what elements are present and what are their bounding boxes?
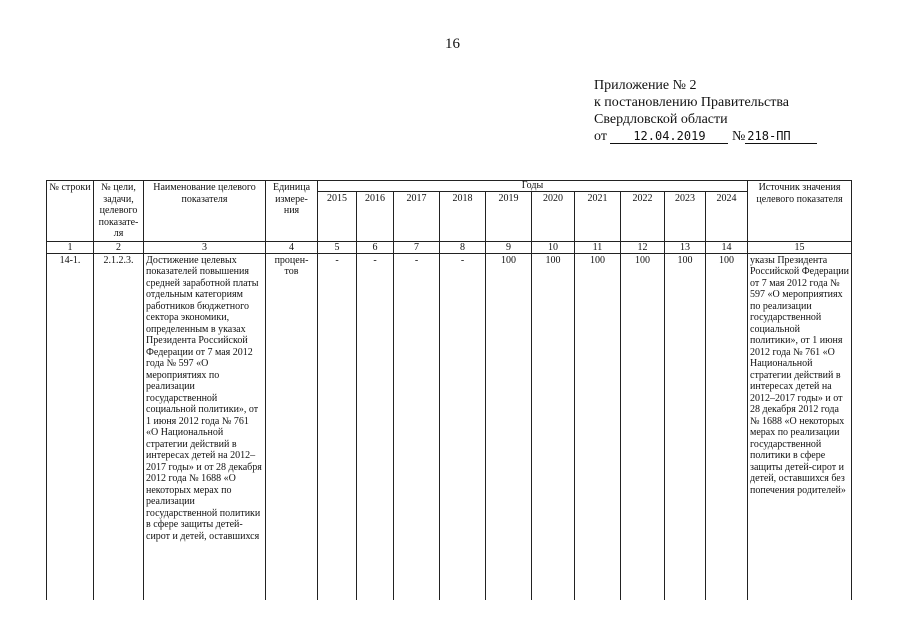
year-value: 100 xyxy=(575,253,621,600)
year-value: 100 xyxy=(486,253,532,600)
column-number: 15 xyxy=(748,241,852,253)
year-value: - xyxy=(357,253,394,600)
column-number: 5 xyxy=(318,241,357,253)
indicator-table xyxy=(46,180,852,600)
goal-number: 2.1.2.3. xyxy=(94,253,144,600)
header-year: 2015 xyxy=(318,192,357,242)
column-number: 1 xyxy=(47,241,94,253)
header-row-no: № строки xyxy=(47,181,94,242)
column-number: 8 xyxy=(440,241,486,253)
source-text: указы Президента Российской Федерации от 7 мая 2012 года № 597 «О мероприятиях по реализации государственной социальной политики», от 1 июня 2012 года № 761 «О Национальной стратегии действий в интересах детей на 2012–2017 годы» и от 28 декабря 2012 года № 1688 «О некоторых мерах по реализации государственной политики в сфере защиты детей-сирот и детей, оставшихся без попечения родителей» xyxy=(748,253,852,600)
year-value: 100 xyxy=(532,253,575,600)
column-number-row xyxy=(47,241,852,253)
number-prefix: № xyxy=(731,129,746,144)
header-year: 2022 xyxy=(621,192,665,242)
column-number: 3 xyxy=(144,241,266,253)
column-number: 7 xyxy=(394,241,440,253)
header-row-1 xyxy=(47,181,852,192)
header-source: Источник значения целевого показателя xyxy=(748,181,852,242)
header-unit: Единица измере-ния xyxy=(266,181,318,242)
column-number: 11 xyxy=(575,241,621,253)
header-years-group: Годы xyxy=(318,181,748,192)
year-value: 100 xyxy=(621,253,665,600)
column-number: 9 xyxy=(486,241,532,253)
column-number: 10 xyxy=(532,241,575,253)
header-indicator: Наименование целевого показателя xyxy=(144,181,266,242)
header-year: 2019 xyxy=(486,192,532,242)
header-year: 2017 xyxy=(394,192,440,242)
year-value: 100 xyxy=(665,253,706,600)
date-value: 12.04.2019 xyxy=(610,129,728,144)
year-value: - xyxy=(440,253,486,600)
header-goal-no: № цели, задачи, целевого показате-ля xyxy=(94,181,144,242)
appendix-date-line xyxy=(594,128,817,145)
unit-value: процен-тов xyxy=(266,253,318,600)
date-prefix: от xyxy=(594,129,607,144)
header-year: 2020 xyxy=(532,192,575,242)
header-year: 2018 xyxy=(440,192,486,242)
header-year: 2021 xyxy=(575,192,621,242)
column-number: 2 xyxy=(94,241,144,253)
column-number: 12 xyxy=(621,241,665,253)
header-year: 2016 xyxy=(357,192,394,242)
column-number: 4 xyxy=(266,241,318,253)
table-row xyxy=(47,253,852,600)
appendix-block xyxy=(594,77,817,145)
year-value: - xyxy=(394,253,440,600)
appendix-line2: к постановлению Правительства xyxy=(594,95,790,110)
column-number: 13 xyxy=(665,241,706,253)
appendix-title: Приложение № 2 xyxy=(594,78,697,93)
row-number: 14-1. xyxy=(47,253,94,600)
appendix-line3: Свердловской области xyxy=(594,112,728,127)
indicator-name: Достижение целевых показателей повышения средней заработной платы отдельным категориям работников бюджетного сектора экономики, определенным в указах Президента Российской Федерации от 7 мая 2012 года № 597 «О мероприятиях по реализации государственной социальной политики», от 1 июня 2012 года № 761 «О Национальной стратегии действий в интересах детей на 2012–2017 годы» и от 28 декабря 2012 года № 1688 «О некоторых мерах по реализации государственной политики в сфере защиты детей-сирот и детей, оставшихся xyxy=(144,253,266,600)
page-number: 16 xyxy=(445,36,460,52)
header-year: 2024 xyxy=(706,192,748,242)
column-number: 6 xyxy=(357,241,394,253)
header-year: 2023 xyxy=(665,192,706,242)
number-value: 218-ПП xyxy=(745,129,817,144)
year-value: 100 xyxy=(706,253,748,600)
year-value: - xyxy=(318,253,357,600)
column-number: 14 xyxy=(706,241,748,253)
